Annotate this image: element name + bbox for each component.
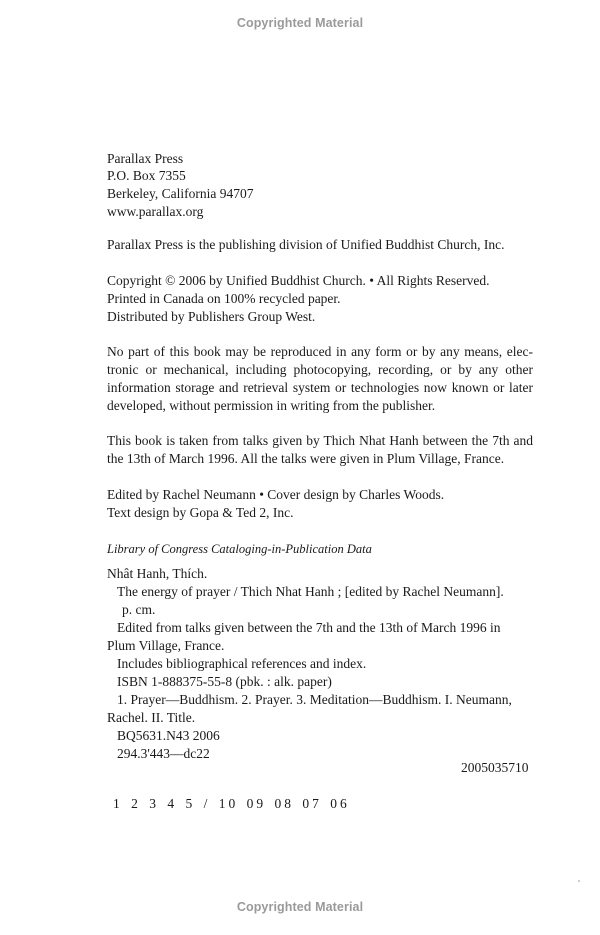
credits-line-1: Edited by Rachel Neumann • Cover design by Charles Woods.	[107, 487, 445, 502]
cip-pages: p. cm.	[122, 602, 156, 617]
publisher-division: Parallax Press is the publishing division of Unified Buddhist Church, Inc.	[107, 237, 505, 252]
rights-line-1: No part of this book may be reproduced in any form or by any means, elec-	[107, 344, 533, 359]
publisher-po-box: P.O. Box 7355	[107, 168, 186, 183]
watermark-bottom: Copyrighted Material	[236, 900, 364, 914]
rights-line-2: tronic or mechanical, including photocopying, recording, or by any other	[107, 362, 533, 377]
cip-heading: Library of Congress Cataloging-in-Publication Data	[107, 542, 372, 556]
source-line-1: This book is taken from talks given by Thich Nhat Hanh between the 7th and	[107, 433, 533, 448]
cip-note-1a: Edited from talks given between the 7th and the 13th of March 1996 in	[117, 620, 501, 635]
cip-dewey: 294.3'443—dc22	[117, 746, 210, 761]
cip-title: The energy of prayer / Thich Nhat Hanh ; [edited by Rachel Neumann].	[117, 584, 504, 599]
cip-subjects-b: Rachel. II. Title.	[107, 710, 196, 725]
publisher-name: Parallax Press	[107, 151, 184, 166]
cip-subjects-a: 1. Prayer—Buddhism. 2. Prayer. 3. Meditation—Buddhism. I. Neumann,	[117, 692, 512, 707]
distributed-line: Distributed by Publishers Group West.	[107, 309, 316, 324]
publisher-city: Berkeley, California 94707	[107, 186, 254, 201]
cip-isbn: ISBN 1-888375-55-8 (pbk. : alk. paper)	[117, 674, 332, 689]
rights-line-4: developed, without permission in writing from the publisher.	[107, 398, 436, 413]
print-line: 1 2 3 4 5 / 10 09 08 07 06	[113, 796, 350, 811]
cip-lccn: 2005035710	[461, 760, 529, 775]
cip-lc-class: BQ5631.N43 2006	[117, 728, 220, 743]
cip-note-1b: Plum Village, France.	[107, 638, 225, 653]
watermark-top: Copyrighted Material	[236, 16, 364, 30]
source-line-2: the 13th of March 1996. All the talks were given in Plum Village, France.	[107, 451, 505, 466]
cip-author: Nhât Hanh, Thích.	[107, 566, 208, 581]
publisher-website[interactable]: www.parallax.org	[107, 204, 204, 219]
page-speck	[578, 880, 580, 882]
copyright-line: Copyright © 2006 by Unified Buddhist Church. • All Rights Reserved.	[107, 273, 490, 288]
cip-note-2: Includes bibliographical references and index.	[117, 656, 367, 671]
rights-line-3: information storage and retrieval system or technologies now known or later	[107, 380, 533, 395]
printed-line: Printed in Canada on 100% recycled paper.	[107, 291, 341, 306]
credits-line-2: Text design by Gopa & Ted 2, Inc.	[107, 505, 294, 520]
